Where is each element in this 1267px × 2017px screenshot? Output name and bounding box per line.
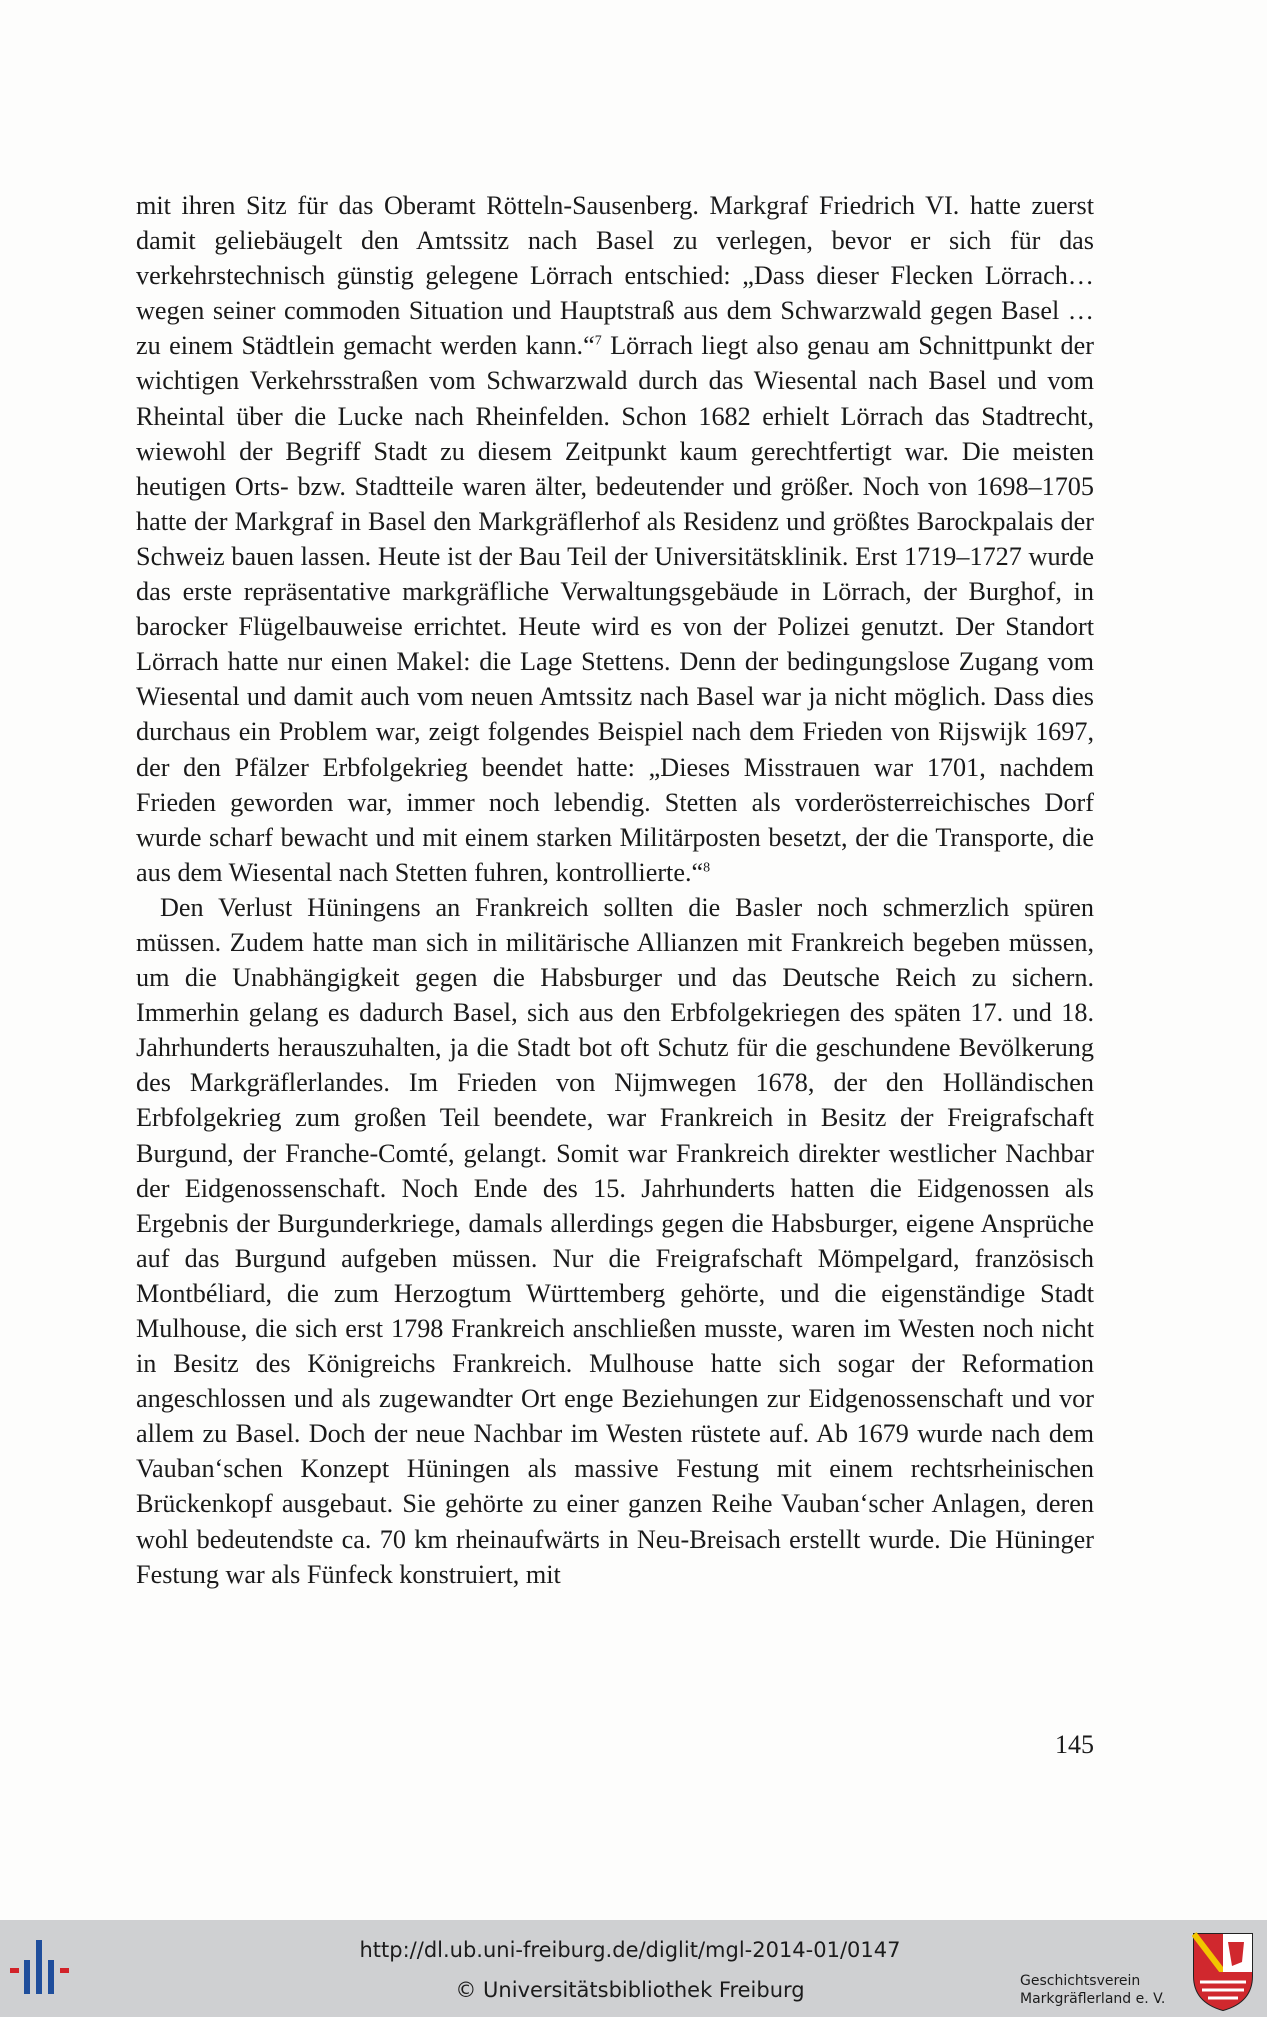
paragraph-1-text: mit ihren Sitz für das Oberamt Rötteln-Sausenberg. Markgraf Friedrich VI. hatte zuerst damit geliebäugelt den Amtssitz nach Basel zu verlegen, bevor er sich für das verkehrstechnisch günstig gelegene Lörrach entschied: „Dass dieser Flecken Lörrach… wegen seiner commoden Situation und Hauptstraß aus dem Schwarzwald gegen Basel … zu einem Städtlein gemacht werden kann.“ — [136, 191, 1094, 361]
coat-of-arms-icon[interactable] — [1192, 1932, 1254, 2012]
ub-freiburg-logo-icon[interactable] — [10, 1938, 80, 2000]
paragraph-2 — [136, 890, 1094, 1592]
society-line-1: Geschichtsverein — [1020, 1973, 1141, 1989]
footer-bar — [0, 1920, 1267, 2017]
footnote-ref-7[interactable]: 7 — [594, 333, 602, 349]
page-number: 145 — [1055, 1730, 1094, 1759]
society-line-2: Markgräflerland e. V. — [1020, 1991, 1166, 2007]
society-name — [1020, 1972, 1200, 2008]
footer-url-link[interactable]: http://dl.ub.uni-freiburg.de/diglit/mgl-2014-01/0147 — [359, 1938, 901, 1962]
paragraph-1-text-cont: Lörrach liegt also genau am Schnittpunkt der wichtigen Verkehrsstraßen vom Schwarzwald durch das Wiesental nach Basel und vom Rheintal über die Lucke nach Rheinfelden. Schon 1682 erhielt Lörrach das Stadtrecht, wiewohl der Begriff Stadt zu diesem Zeitpunkt kaum gerechtfertigt war. Die meisten heutigen Orts- bzw. Stadtteile waren älter, bedeutender und größer. Noch von 1698–1705 hatte der Markgraf in Basel den Markgräflerhof als Residenz und größtes Barockpalais der Schweiz bauen lassen. Heute ist der Bau Teil der Universitätsklinik. Erst 1719–1727 wurde das erste repräsentative markgräfliche Verwaltungsgebäude in Lörrach, der Burghof, in barocker Flügelbauweise errichtet. Heute wird es von der Polizei genutzt. Der Standort Lörrach hatte nur einen Makel: die Lage Stettens. Denn der bedingungslose Zugang vom Wiesental und damit auch vom neuen Amtssitz nach Basel war ja nicht möglich. Dass dies durchaus ein Problem war, zeigt folgendes Beispiel nach dem Frieden von Rijswijk 1697, der den Pfälzer Erbfolgekrieg beendet hatte: „Dieses Misstrauen war 1701, nachdem Frieden geworden war, immer noch lebendig. Stetten als vorderösterreichisches Dorf wurde scharf bewacht und mit einem starken Militärposten besetzt, der die Transporte, die aus dem Wiesental nach Stetten fuhren, kontrollierte.“ — [136, 331, 1094, 887]
body-text — [136, 188, 1094, 1592]
paragraph-2-text: Den Verlust Hüningens an Frankreich sollten die Basler noch schmerzlich spüren müssen. Zudem hatte man sich in militärische Allianzen mit Frankreich begeben müssen, um die Unabhängigkeit gegen die Habsburger und das Deutsche Reich zu sichern. Immerhin gelang es dadurch Basel, sich aus den Erbfolgekriegen des späten 17. und 18. Jahrhunderts herauszuhalten, ja die Stadt bot oft Schutz für die geschundene Bevölkerung des Markgräflerlandes. Im Frieden von Nijmwegen 1678, der den Holländischen Erbfolgekrieg zum großen Teil beendete, war Frankreich in Besitz der Freigrafschaft Burgund, der Franche-Comté, gelangt. Somit war Frankreich direkter westlicher Nachbar der Eidgenossenschaft. Noch Ende des 15. Jahrhunderts hatten die Eidgenossen als Ergebnis der Burgunderkriege, damals allerdings gegen die Habsburger, eigene Ansprüche auf das Burgund aufgeben müssen. Nur die Freigrafschaft Mömpelgard, französisch Montbéliard, die zum Herzogtum Württemberg gehörte, und die eigenständige Stadt Mulhouse, die sich erst 1798 Frankreich anschließen musste, waren im Westen noch nicht in Besitz des Königreichs Frankreich. Mulhouse hatte sich sogar der Reformation angeschlossen und als zugewandter Ort enge Beziehungen zur Eidgenossenschaft und vor allem zu Basel. Doch der neue Nachbar im Westen rüstete auf. Ab 1679 wurde nach dem Vauban‘schen Konzept Hüningen als massive Festung mit einem rechtsrheinischen Brückenkopf ausgebaut. Sie gehörte zu einer ganzen Reihe Vauban‘scher Anlagen, deren wohl bedeutendste ca. 70 km rheinaufwärts in Neu-Breisach erstellt wurde. Die Hüninger Festung war als Fünfeck konstruiert, mit — [136, 892, 1094, 1589]
footer-copyright: © Universitätsbibliothek Freiburg — [455, 1978, 805, 2002]
footnote-ref-8[interactable]: 8 — [703, 860, 711, 876]
paragraph-1 — [136, 188, 1094, 890]
